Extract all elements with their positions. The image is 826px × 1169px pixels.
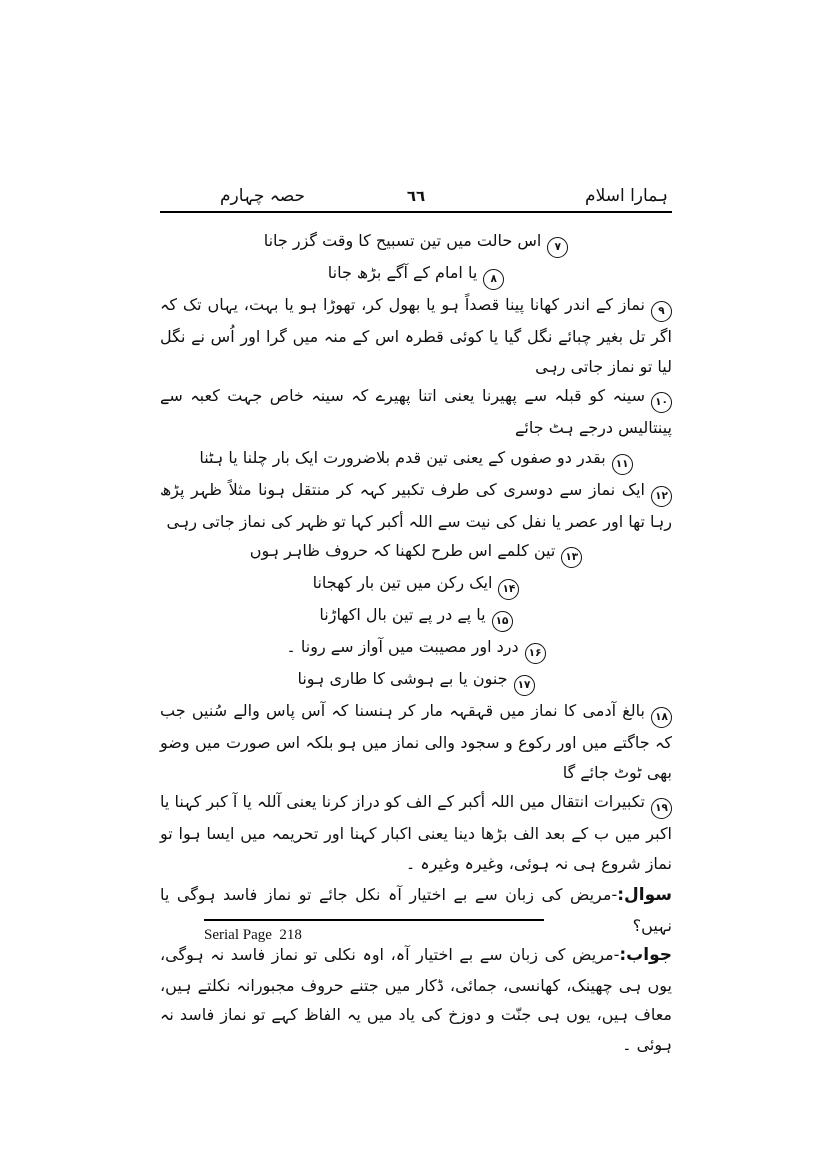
item-text: یا پے در پے تین بال اکھاڑنا (319, 605, 486, 624)
item-text: درد اور مصیبت میں آواز سے رونا ۔ (286, 637, 519, 656)
item-number-badge: ۱۱ (612, 454, 633, 475)
item-number-badge: ۱۳ (561, 547, 582, 568)
list-item (160, 632, 672, 664)
item-text: ایک رکن میں تین بار کھجانا (312, 573, 493, 592)
footer (204, 919, 544, 944)
item-number-badge: ۱۰ (651, 392, 672, 413)
list-item (160, 475, 672, 537)
part-title: حصہ چہارم (220, 186, 305, 206)
list-item (160, 696, 672, 787)
fault-list (160, 226, 672, 878)
answer-row (160, 940, 672, 1059)
page-number: ٦٦ (406, 187, 426, 205)
page-header (160, 184, 672, 213)
answer-label: جواب: (619, 945, 672, 965)
list-item (160, 443, 672, 475)
qa-section (160, 880, 672, 1059)
answer-text: -مریض کی زبان سے بے اختیار آہ، اوہ نکلی تو نماز فاسد نہ ہوگی، یوں ہی چھینک، کھانسی، جمائی، ڈکار میں جتنے حروف مجبورانہ نکلتے ہیں، معاف ہیں، یوں ہی جنّت و دوزخ کی یاد میں یہ الفاظ کہے تو نماز فاسد نہ ہوئی ۔ (160, 945, 672, 1054)
book-title: ہمارا اسلام (585, 186, 668, 206)
item-number-badge: ۱۶ (525, 643, 546, 664)
serial-page-label: Serial Page 218 (204, 927, 302, 943)
item-text: بقدر دو صفوں کے یعنی تین قدم بلاضرورت ایک بار چلنا یا ہٹنا (199, 447, 606, 467)
list-item (160, 536, 672, 568)
list-item (160, 664, 672, 696)
item-number-badge: ۹ (651, 301, 672, 322)
list-item (160, 290, 672, 381)
item-number-badge: ۱۹ (651, 798, 672, 819)
item-text: نماز کے اندر کھانا پینا قصداً ہو یا بھول کر، تھوڑا ہو یا بہت، یہاں تک کہ اگر تل بغیر چبائے نگل گیا یا کوئی قطرہ اس کے منہ میں گرا اور اُس نے نگل لیا تو نماز جاتی رہی (160, 295, 672, 376)
item-number-badge: ۱۸ (651, 707, 672, 728)
item-text: اس حالت میں تین تسبیح کا وقت گزر جانا (263, 231, 542, 250)
item-text: تکبیرات انتقال میں اللہ أکبر کے الف کو دراز کرنا یعنی آللہ یا آ کبر کہنا یا اکبر میں ب کے بعد الف بڑھا دینا یعنی اکبار کہنا اور تحریمہ میں ایسا ہوا تو نماز شروع ہی نہ ہوئی، وغیرہ وغیرہ ۔ (160, 792, 672, 873)
item-number-badge: ۱۴ (498, 579, 519, 600)
item-number-badge: ۱۲ (651, 486, 672, 507)
item-text: یا امام کے آگے بڑھ جانا (327, 263, 478, 282)
item-number-badge: ۸ (483, 269, 504, 290)
question-text: -مریض کی زبان سے بے اختیار آہ نکل جائے تو نماز فاسد ہوگی یا نہیں؟ (160, 885, 672, 935)
question-label: سوال: (617, 885, 672, 905)
list-item (160, 381, 672, 443)
item-text: تین کلمے اس طرح لکھنا کہ حروف ظاہر ہوں (249, 541, 556, 560)
item-number-badge: ۱۷ (514, 675, 535, 696)
list-item (160, 787, 672, 878)
list-item (160, 568, 672, 600)
list-item (160, 226, 672, 258)
item-number-badge: ۱۵ (492, 611, 513, 632)
item-text: جنون یا بے ہوشی کا طاری ہونا (297, 669, 508, 688)
item-number-badge: ۷ (547, 237, 568, 258)
item-text: ایک نماز سے دوسری کی طرف تکبیر کہہ کر منتقل ہونا مثلاً ظہر پڑھ رہا تھا اور عصر یا نفل کی نیت سے اللہ أکبر کہا تو ظہر کی نماز جاتی رہی (160, 479, 672, 531)
item-text: بالغ آدمی کا نماز میں قہقہہ مار کر ہنسنا کہ آس پاس والے سُنیں جب کہ جاگتے میں اور رکوع و سجود والی نماز میں ہو بلکہ اس صورت میں وضو بھی ٹوٹ جائے گا (160, 701, 672, 782)
list-item (160, 258, 672, 290)
list-item (160, 600, 672, 632)
item-text: سینہ کو قبلہ سے پھیرنا یعنی اتنا پھیرے کہ سینہ خاص جہت کعبہ سے پینتالیس درجے ہٹ جائے (160, 386, 672, 437)
